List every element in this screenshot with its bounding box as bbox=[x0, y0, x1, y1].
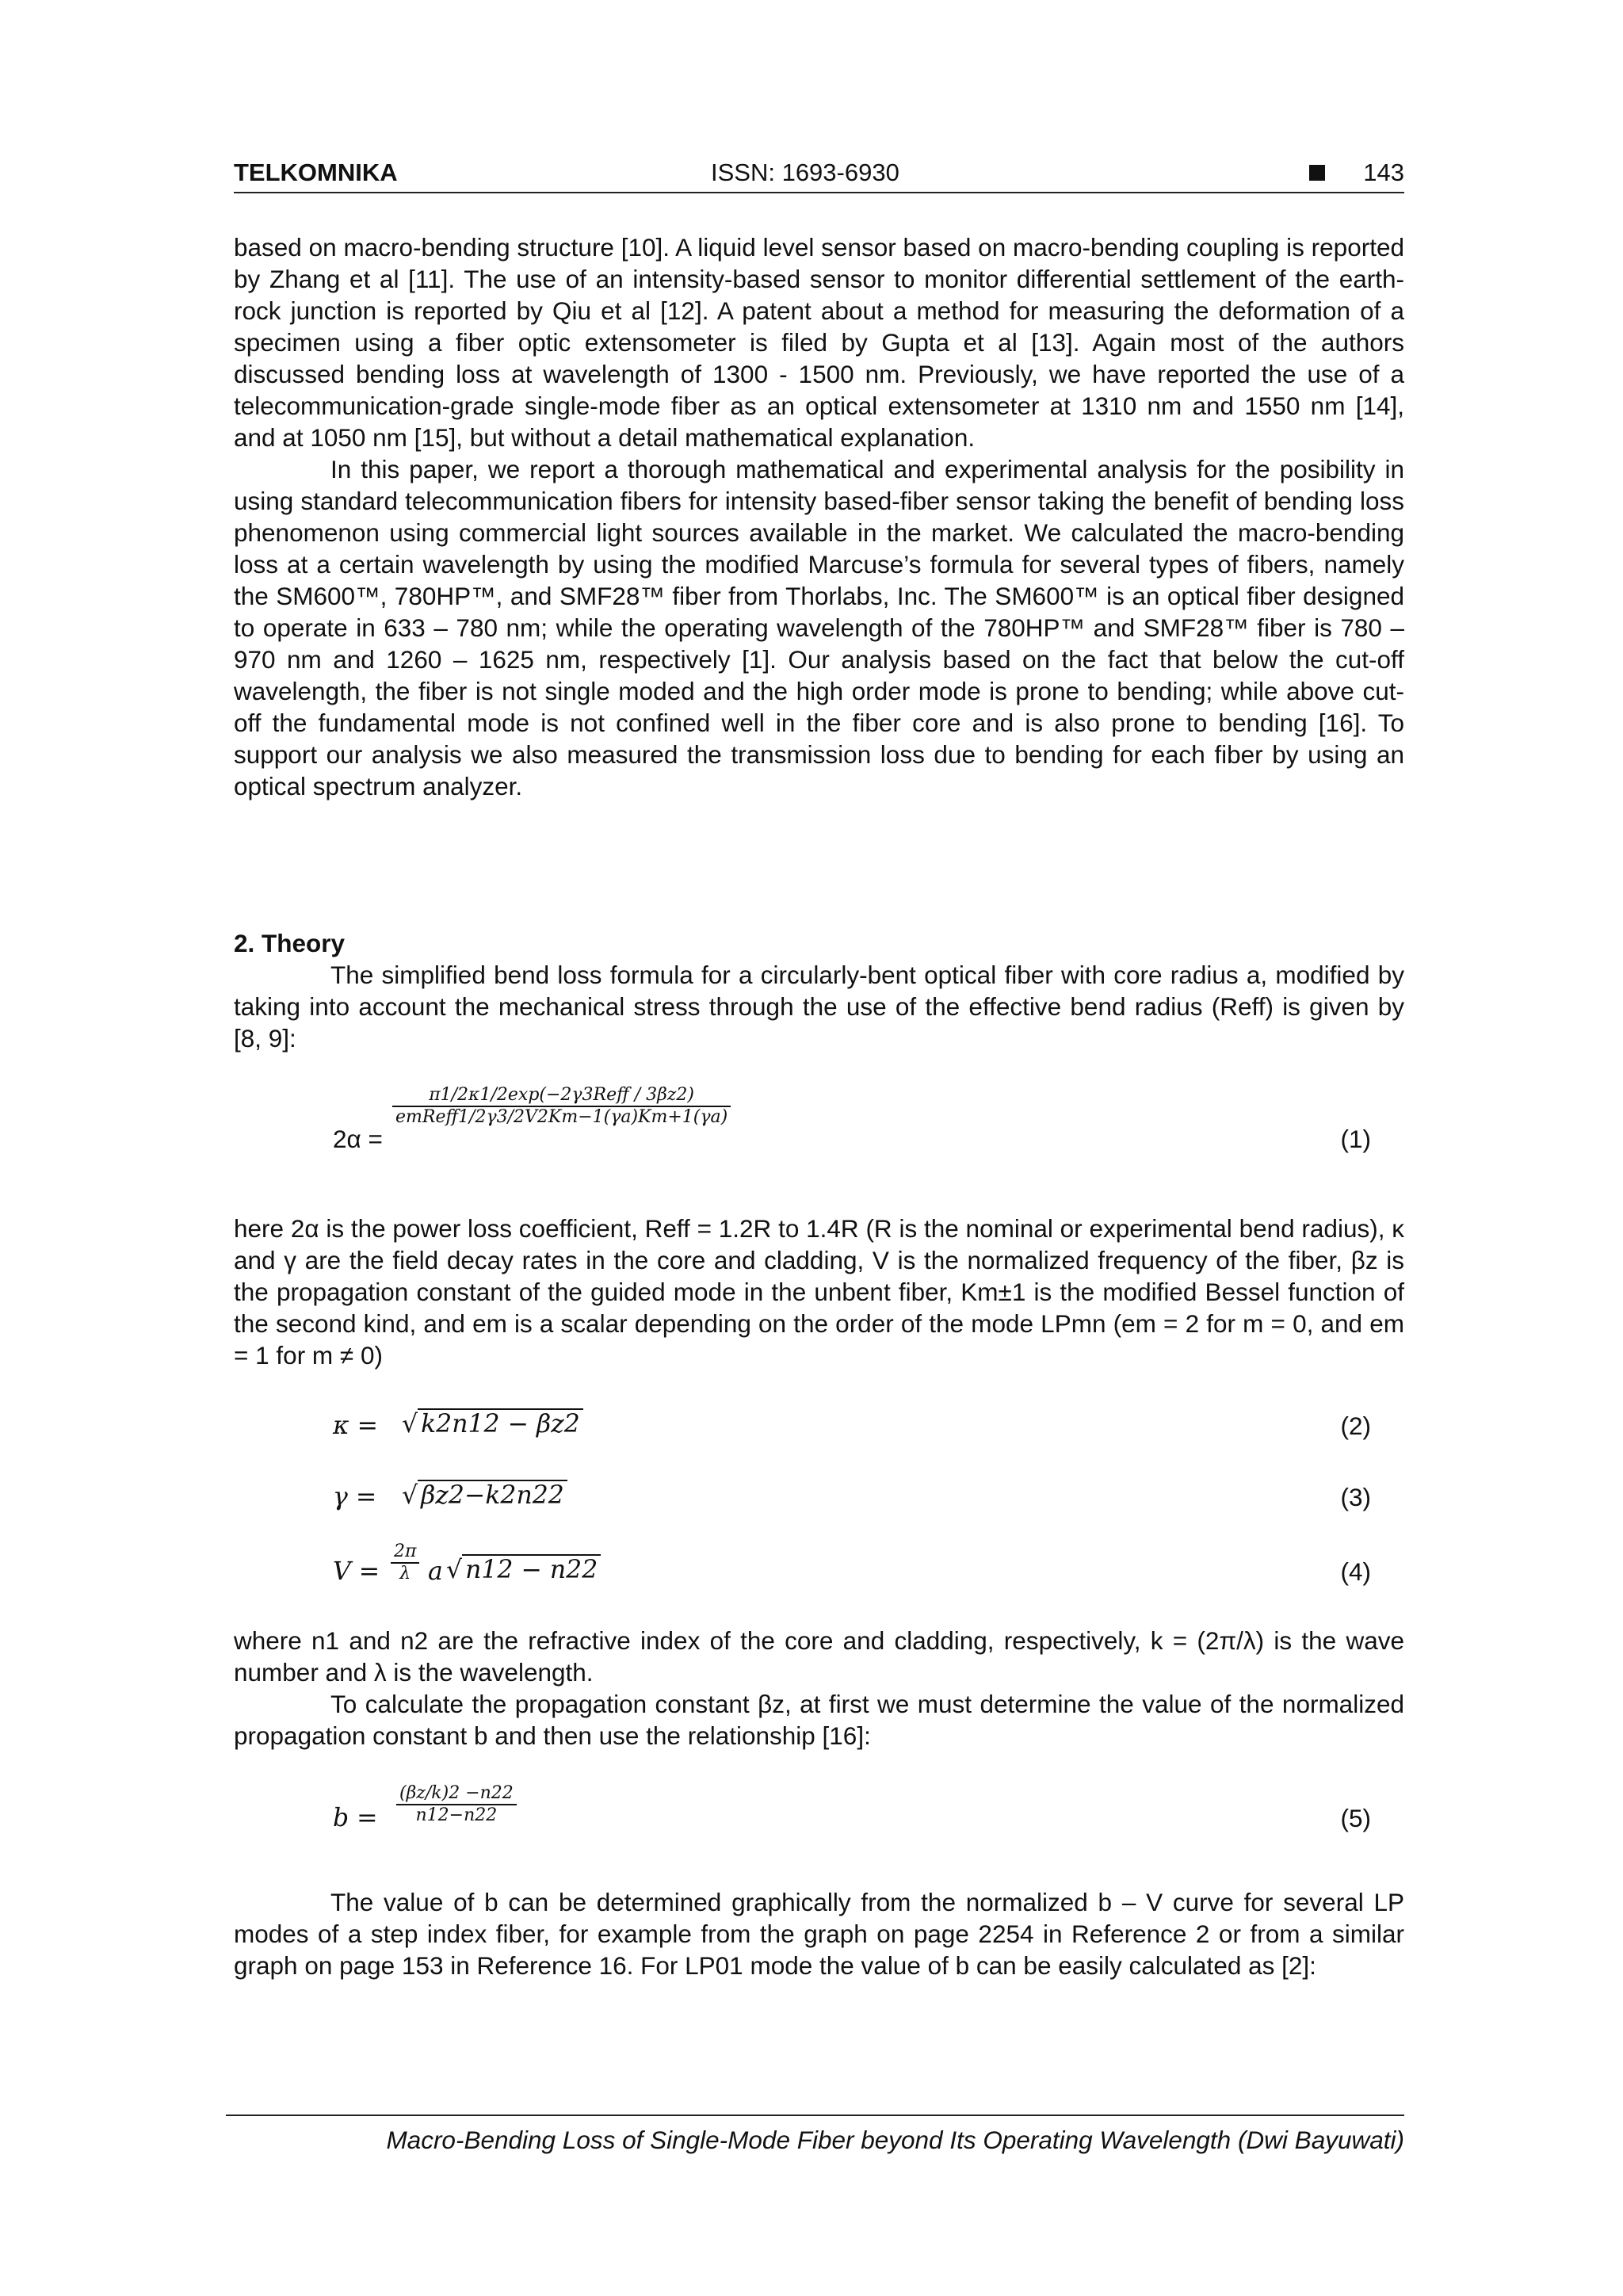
eq4-number: (4) bbox=[1340, 1557, 1371, 1586]
running-header bbox=[234, 157, 1404, 193]
paragraph-1: based on macro-bending structure [10]. A liquid level sensor based on macro-bending coupling is reported by Zhang et al [11]. The use of an intensity-based sensor to monitor differential settlement of the earth-rock junction is reported by Qiu et al [12]. A patent about a method for measuring the deformation of a specimen using a fiber optic extensometer is filed by Gupta et al [13]. Again most of the authors discussed bending loss at wavelength of 1300 - 1500 nm. Previously, we have reported the use of a telecommunication-grade single-mode fiber as an optical extensometer at 1310 nm and 1550 nm [14], and at 1050 nm [15], but without a detail mathematical explanation. bbox=[234, 233, 1404, 452]
eq1-lhs: 2α = bbox=[333, 1125, 383, 1153]
eq3-lhs: γ = bbox=[333, 1483, 377, 1511]
equation-1 bbox=[234, 1082, 1404, 1169]
theory-block bbox=[234, 959, 1404, 1054]
page-number: 143 bbox=[1363, 159, 1404, 186]
equation-2: κ = √ k2n12 − βz2 (2) bbox=[333, 1410, 1371, 1440]
eq2-lhs: κ = bbox=[333, 1412, 379, 1440]
eq4-a: a bbox=[428, 1557, 443, 1586]
definitions-block bbox=[234, 1213, 1404, 1371]
footer-title: Macro-Bending Loss of Single-Mode Fiber beyond Its Operating Wavelength (Dwi Bayuwati) bbox=[386, 2126, 1404, 2154]
issn: ISSN: 1693-6930 bbox=[711, 159, 899, 186]
eq2-number: (2) bbox=[1340, 1412, 1371, 1440]
eq4-fraction bbox=[391, 1541, 419, 1584]
paragraph-2: In this paper, we report a thorough mathematical and experimental analysis for the posibility in using standard telecommunication fibers for intensity based-fiber sensor taking the benefit of bending loss phenomenon using commercial light sources available in the market. We calculated the macro-bending loss at a certain wavelength by using the modified Marcuse’s formula for several types of fibers, namely the SM600™, 780HP™, and SMF28™ fiber from Thorlabs, Inc. The SM600™ is an optical fiber designed to operate in 633 – 780 nm; while the operating wavelength of the 780HP™ and SMF28™ fiber is 780 – 970 nm and 1260 – 1625 nm, respectively [1]. Our analysis based on the fact that below the cut-off wavelength, the fiber is not single moded and the high order mode is prone to bending; while above cut-off the fundamental mode is not confined well in the fiber core and is also prone to bending [16]. To support our analysis we also measured the transmission loss due to bending for each fiber by using an optical spectrum analyzer. bbox=[234, 455, 1404, 800]
eq5-number: (5) bbox=[1340, 1804, 1371, 1832]
paragraph-5: where n1 and n2 are the refractive index of the core and cladding, respectively, k = (2π/λ) is the wave number and λ is the wavelength. bbox=[234, 1626, 1404, 1687]
square-bullet-icon bbox=[1309, 165, 1325, 181]
running-footer bbox=[226, 2115, 1404, 2154]
eq1-number: (1) bbox=[1340, 1125, 1371, 1153]
eq4-numerator: 2π bbox=[394, 1541, 417, 1561]
eq5-numerator: (βz/k)2 −n22 bbox=[399, 1783, 514, 1803]
bv-curve-block bbox=[234, 1886, 1404, 1981]
eq3-radicand: βz2−k2n22 bbox=[418, 1480, 567, 1510]
intro-block bbox=[234, 231, 1404, 802]
equation-5 bbox=[234, 1782, 1404, 1845]
journal-name: TELKOMNIKA bbox=[234, 159, 398, 186]
equation-3: γ = √ βz2−k2n22 (3) bbox=[333, 1481, 1371, 1511]
section-title: 2. Theory bbox=[234, 929, 346, 957]
paragraph-3: The simplified bend loss formula for a circularly-bent optical fiber with core radius a, modified by taking into account the mechanical stress through the use of the effective bend radius (Reff) is given by [8, 9]: bbox=[234, 961, 1404, 1052]
eq1-numerator: π1/2κ1/2exp(−2γ3Reff / 3βz2) bbox=[429, 1085, 695, 1105]
equation-4: V = 2π λ a √ n12 − n22 (4) bbox=[333, 1541, 1371, 1586]
eq1-denominator: emReff1/2γ3/2V2Km−1(γa)Km+1(γa) bbox=[395, 1107, 728, 1127]
eq5-denominator: n12−n22 bbox=[415, 1805, 498, 1825]
paragraph-6: To calculate the propagation constant βz, at first we must determine the value of the normalized propagation constant b and then use the relationship [16]: bbox=[234, 1690, 1404, 1750]
eq3-number: (3) bbox=[1340, 1483, 1371, 1511]
eq4-lhs: V = bbox=[333, 1557, 380, 1586]
eq5-fraction bbox=[396, 1783, 517, 1826]
paragraph-4: here 2α is the power loss coefficient, Reff = 1.2R to 1.4R (R is the nominal or experimental bend radius), κ and γ are the field decay rates in the core and cladding, V is the normalized frequency of the fiber, βz is the propagation constant of the guided mode in the unbent fiber, Km±1 is the modified Bessel function of the second kind, and em is a scalar depending on the order of the mode LPmn (em = 2 for m = 0, and em = 1 for m ≠ 0) bbox=[234, 1214, 1404, 1370]
eq1-fraction bbox=[392, 1085, 731, 1128]
eq4-radicand: n12 − n22 bbox=[462, 1554, 601, 1584]
eq4-denominator: λ bbox=[399, 1564, 411, 1584]
wavenumber-block bbox=[234, 1625, 1404, 1752]
paragraph-7: The value of b can be determined graphically from the normalized b – V curve for several LP modes of a step index fiber, for example from the graph on page 2254 in Reference 2 or from a similar graph on page 153 in Reference 16. For LP01 mode the value of b can be easily calculated as [2]: bbox=[234, 1888, 1404, 1980]
eq2-radicand: k2n12 − βz2 bbox=[418, 1408, 583, 1438]
eq5-lhs: b = bbox=[333, 1804, 378, 1832]
